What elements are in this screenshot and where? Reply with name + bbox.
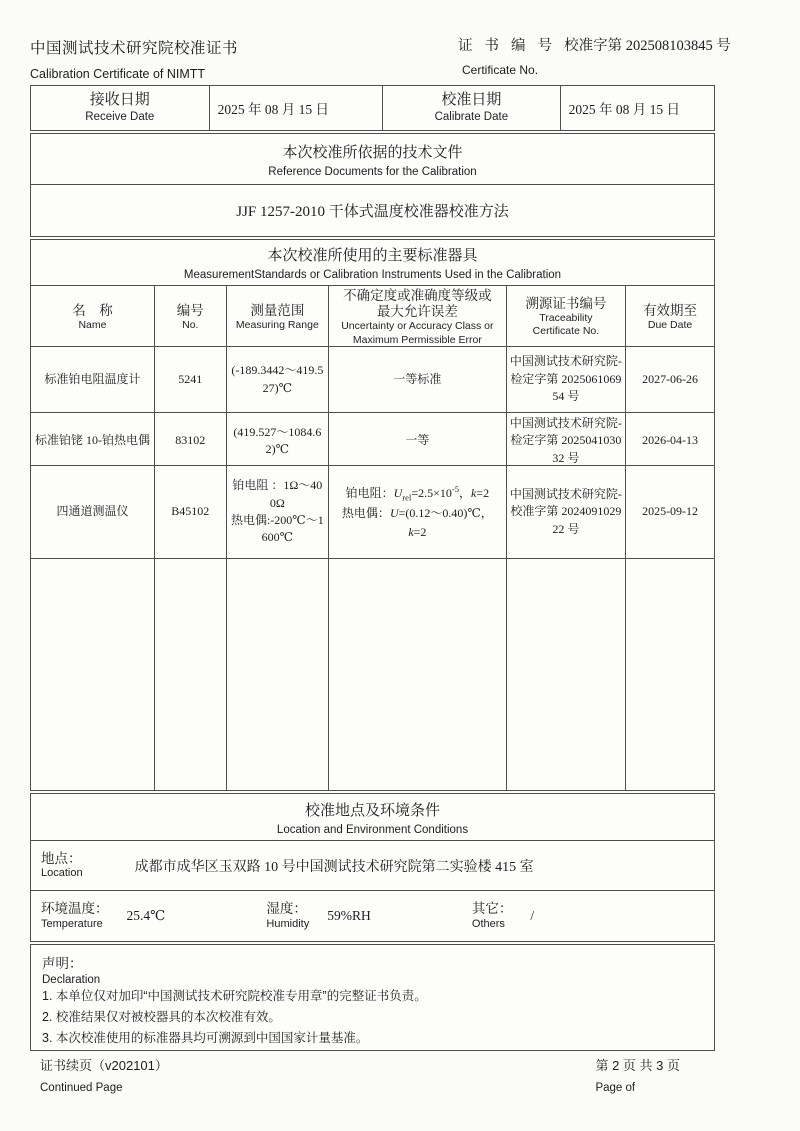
- due-date: 2025-09-12: [625, 466, 714, 558]
- standard-no: B45102: [154, 466, 226, 558]
- receive-date-label-en: Receive Date: [85, 110, 155, 123]
- col-unc-zh2: 最大允许误差: [376, 304, 458, 320]
- certificate-number-label-zh: 证 书 编 号: [458, 38, 557, 54]
- measuring-range: (419.527～1084.62)℃: [226, 413, 328, 469]
- col-header-no: [154, 286, 226, 349]
- col-header-due: [625, 286, 714, 349]
- certificate-number-block: [458, 34, 731, 77]
- declaration-section: [30, 944, 715, 1051]
- col-unc-en1: Uncertainty or Accuracy Class or: [341, 320, 494, 333]
- traceability-cert-no: 中国测试技术研究院-检定字第 202506106954 号: [506, 347, 626, 412]
- location-value: 成都市成华区玉双路 10 号中国测试技术研究院第二实验楼 415 室: [134, 859, 534, 875]
- declaration-title-zh: 声明：: [42, 956, 83, 971]
- location-row: [31, 841, 714, 891]
- declaration-item: 2. 校准结果仅对被校器具的本次校准有效。: [42, 1010, 281, 1024]
- document-title-zh: 中国测试技术研究院校准证书: [30, 40, 239, 57]
- receive-date-label-zh: 接收日期: [89, 91, 150, 109]
- reference-section-title: [31, 134, 714, 185]
- empty-cell: [154, 559, 226, 790]
- reference-document-value: JJF 1257-2010 干体式温度校准器校准方法: [236, 204, 509, 220]
- reference-title-zh: 本次校准所依据的技术文件: [282, 143, 463, 161]
- temperature-group: [41, 901, 266, 930]
- location-title-zh: 校准地点及环境条件: [304, 801, 440, 819]
- continued-page-en: Continued Page: [40, 1082, 123, 1094]
- location-label: [41, 851, 83, 880]
- uncertainty: [328, 466, 506, 558]
- humidity-value: 59%RH: [327, 908, 371, 923]
- col-name-zh: 名 称: [72, 302, 113, 318]
- page-number-zh: 第 2 页 共 3 页: [595, 1058, 680, 1073]
- others-value: /: [530, 908, 535, 923]
- col-header-name: [31, 286, 154, 349]
- col-due-zh: 有效期至: [643, 302, 698, 318]
- traceability-cert-no: 中国测试技术研究院-校准字第 202409102922 号: [506, 466, 626, 558]
- col-header-traceability: [506, 286, 626, 349]
- location-section-title: [31, 794, 714, 841]
- environment-row: [31, 891, 714, 941]
- col-unc-zh1: 不确定度或准确度等级或: [343, 288, 492, 303]
- humidity-label-zh: 湿度：: [266, 901, 307, 917]
- range-line-2: 热电偶:-200℃～1600℃: [230, 513, 324, 545]
- standard-no: 83102: [154, 413, 226, 469]
- empty-cell: [226, 559, 328, 790]
- col-header-uncertainty: [328, 286, 506, 349]
- declaration-title-en: Declaration: [42, 974, 101, 986]
- receive-date-value: 2025 年 08 月 15 日: [209, 86, 382, 130]
- humidity-label-en: Humidity: [266, 917, 310, 930]
- receive-date-label-cell: [31, 86, 209, 130]
- humidity-group: [266, 901, 472, 930]
- empty-cell: [506, 559, 626, 790]
- col-no-zh: 编号: [176, 302, 204, 318]
- col-trace-zh: 溯源证书编号: [525, 296, 607, 312]
- location-label-zh: 地点：: [41, 850, 82, 866]
- table-row: [31, 466, 714, 559]
- continued-page-block: [40, 1055, 168, 1094]
- measuring-range: (-189.3442～419.527)℃: [226, 347, 328, 412]
- declaration-item: 1. 本单位仅对加印“中国测试技术研究院校准专用章”的完整证书负责。: [42, 989, 427, 1003]
- temperature-label-en: Temperature: [41, 917, 103, 930]
- due-date: 2027-06-26: [625, 347, 714, 412]
- uncertainty-line-1: 铂电阻：$U_{rel}=2.5\times 10^{-5}$，k=2: [345, 483, 490, 503]
- calibrate-date-value: 2025 年 08 月 15 日: [560, 86, 714, 130]
- uncertainty-line-3: k=2: [408, 524, 427, 539]
- col-trace-en2: Certificate No.: [532, 325, 600, 338]
- measuring-range: [226, 466, 328, 558]
- calibrate-date-label-en: Calibrate Date: [434, 110, 509, 123]
- location-title-en: Location and Environment Conditions: [276, 823, 469, 836]
- uncertainty-line-2: 热电偶：U=(0.12～0.40)℃，: [341, 506, 493, 521]
- col-trace-en1: Traceability: [539, 312, 593, 325]
- uncertainty: 一等: [328, 413, 506, 469]
- col-no-en: No.: [182, 318, 199, 331]
- table-row: [31, 413, 714, 466]
- location-label-en: Location: [41, 867, 83, 879]
- calibrate-date-label-zh: 校准日期: [441, 91, 502, 109]
- col-range-zh: 测量范围: [250, 302, 305, 318]
- temperature-label-zh: 环境温度：: [41, 901, 109, 917]
- range-line-1: 铂电阻 ：1Ω～400Ω: [232, 478, 323, 510]
- empty-cell: [328, 559, 506, 790]
- page-footer: [40, 1055, 690, 1094]
- col-header-range: [226, 286, 328, 349]
- document-title-en: Calibration Certificate of NIMTT: [30, 67, 206, 81]
- certificate-number-value: 校准字第 202508103845 号: [564, 38, 731, 54]
- document-title-block: [30, 36, 238, 81]
- standards-title-en: MeasurementStandards or Calibration Instruments Used in the Calibration: [183, 269, 562, 281]
- reference-documents-section: [30, 133, 715, 237]
- others-label-en: Others: [471, 917, 505, 930]
- col-name-en: Name: [78, 318, 107, 331]
- table-row: [31, 347, 714, 413]
- standard-name: 标准铂铑 10-铂热电偶: [34, 433, 150, 448]
- page-number-en: Page of: [595, 1082, 636, 1094]
- standards-section: [30, 239, 715, 791]
- certificate-number-label-en: Certificate No.: [462, 63, 539, 77]
- empty-cell: [625, 559, 714, 790]
- standard-name: 四通道测温仪: [56, 504, 129, 519]
- humidity-label: [266, 901, 309, 930]
- others-group: [472, 901, 704, 930]
- standards-title-zh: 本次校准所使用的主要标准器具: [267, 247, 478, 264]
- continued-page-zh: 证书续页（v202101）: [40, 1058, 168, 1073]
- location-environment-section: [30, 793, 715, 942]
- col-unc-en2: Maximum Permissible Error: [352, 333, 482, 346]
- due-date: 2026-04-13: [625, 413, 714, 469]
- table-empty-row: [31, 559, 714, 790]
- reference-title-en: Reference Documents for the Calibration: [268, 165, 477, 178]
- others-label-zh: 其它：: [471, 901, 513, 917]
- uncertainty: 一等标准: [328, 347, 506, 412]
- traceability-cert-no: 中国测试技术研究院-检定字第 202504103032 号: [506, 413, 626, 469]
- calibrate-date-label-cell: [382, 86, 560, 130]
- dates-table: [30, 85, 715, 131]
- temperature-value: 25.4℃: [126, 908, 166, 923]
- others-label: [472, 901, 513, 930]
- standard-name: 标准铂电阻温度计: [44, 371, 141, 386]
- standards-section-title: [31, 240, 714, 286]
- page-number-block: [595, 1055, 680, 1094]
- standard-no: 5241: [154, 347, 226, 412]
- col-range-en: Measuring Range: [235, 318, 319, 331]
- empty-cell: [31, 559, 154, 790]
- standards-table-header-row: [31, 286, 714, 347]
- declaration-item: 3. 本次校准使用的标准器具均可溯源到中国国家计量基准。: [42, 1031, 369, 1045]
- col-due-en: Due Date: [647, 318, 693, 331]
- temperature-label: [41, 901, 109, 930]
